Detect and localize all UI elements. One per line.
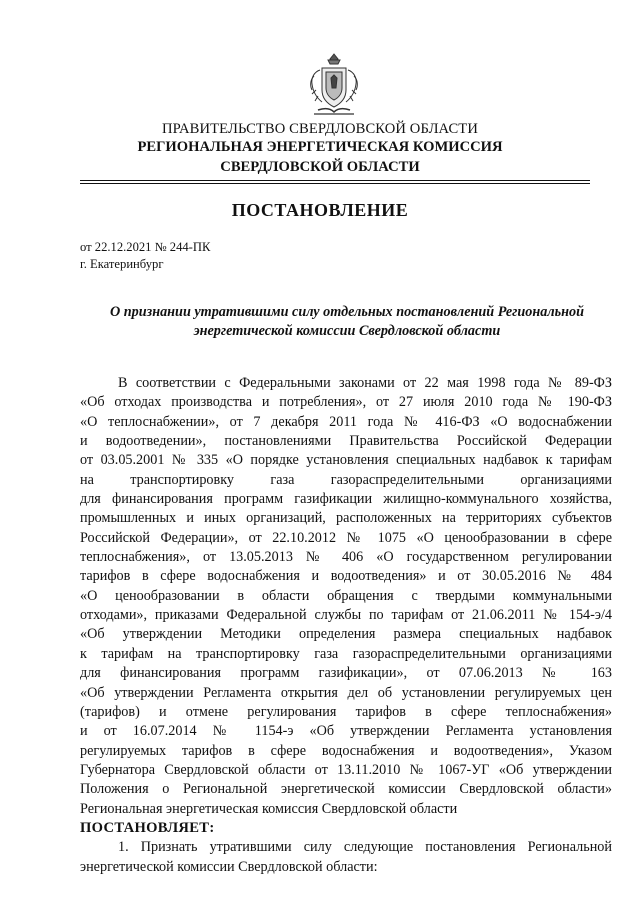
body-line: теплоснабжения», от 13.05.2013 № 406 «О государственном регулировании	[80, 549, 612, 566]
body-line: и от 16.07.2014 № 1154-э «Об утверждении Регламента установления	[80, 723, 612, 740]
body-line: для финансирования программ газификации жилищно-коммунального хозяйства,	[80, 491, 612, 508]
body-line: Положения о Региональной энергетической комиссии Свердловской области»	[80, 781, 612, 798]
body-line: «Об утверждении Регламента открытия дел об установлении регулируемых цен	[80, 684, 612, 701]
body-line: Российской Федерации», от 22.10.2012 № 1075 «О ценообразовании в сфере	[80, 529, 612, 546]
header-rule-bottom	[80, 183, 590, 184]
document-subject: О признании утратившими силу отдельных постановлений Региональной энергетической комиссии Свердловской области	[110, 304, 584, 339]
document-type-title: ПОСТАНОВЛЕНИЕ	[231, 200, 409, 220]
body-line: для финансирования программ газификации», от 07.06.2013 № 163	[80, 665, 612, 682]
body-line: Губернатора Свердловской области от 13.11.2010 № 1067-УГ «Об утверждении	[80, 761, 612, 778]
body-line: к тарифам на транспортировку газа газораспределительными организациями	[80, 645, 612, 662]
coat-of-arms-emblem	[304, 50, 364, 120]
header-commission: РЕГИОНАЛЬНАЯ ЭНЕРГЕТИЧЕСКАЯ КОМИССИЯ	[137, 139, 503, 155]
header-government: ПРАВИТЕЛЬСТВО СВЕРДЛОВСКОЙ ОБЛАСТИ	[162, 121, 478, 137]
body-line: регулируемых тарифов в сфере водоснабжения и водоотведения», Указом	[80, 742, 612, 759]
body-line: (тарифов) и отмене регулирования тарифов в сфере теплоснабжения»	[80, 703, 612, 720]
document-body	[80, 374, 612, 877]
body-line: «Об отходах производства и потребления», от 27 июля 2010 года № 190-ФЗ	[80, 394, 612, 411]
document-city: г. Екатеринбург	[80, 257, 164, 271]
body-line: тарифов в сфере водоснабжения и водоотведения» и от 30.05.2016 № 484	[80, 568, 612, 585]
body-line: Региональная энергетическая комиссия Свердловской области	[80, 800, 458, 817]
header-rule-top	[80, 180, 590, 181]
body-line: «О теплоснабжении», от 7 декабря 2011 года № 416-ФЗ «О водоснабжении	[80, 413, 612, 430]
decree-word: ПОСТАНОВЛЯЕТ:	[80, 819, 215, 836]
body-line: на транспортировку газа газораспределительными организациями	[80, 471, 612, 488]
header-region: СВЕРДЛОВСКОЙ ОБЛАСТИ	[220, 159, 420, 175]
document-date-number: от 22.12.2021 № 244-ПК	[80, 240, 211, 254]
body-line: «О ценообразовании в области обращения с твердыми коммунальными	[80, 587, 612, 604]
body-line: и водоотведении», постановлениями Правительства Российской Федерации	[80, 433, 612, 450]
body-line: отходами», приказами Федеральной службы по тарифам от 21.06.2011 № 154-э/4	[80, 607, 612, 624]
item-1-line: 1. Признать утратившими силу следующие постановления Региональной	[118, 839, 612, 856]
body-line: «Об утверждении Методики определения размера специальных надбавок	[80, 626, 612, 643]
item-1-line: энергетической комиссии Свердловской области:	[80, 858, 378, 875]
body-line: от 03.05.2001 № 335 «О порядке установления специальных надбавок к тарифам	[80, 452, 612, 469]
body-line: промышленных и иных организаций, расположенных на территориях субъектов	[80, 510, 612, 527]
body-line: В соответствии с Федеральными законами от 22 мая 1998 года № 89-ФЗ	[118, 375, 612, 391]
